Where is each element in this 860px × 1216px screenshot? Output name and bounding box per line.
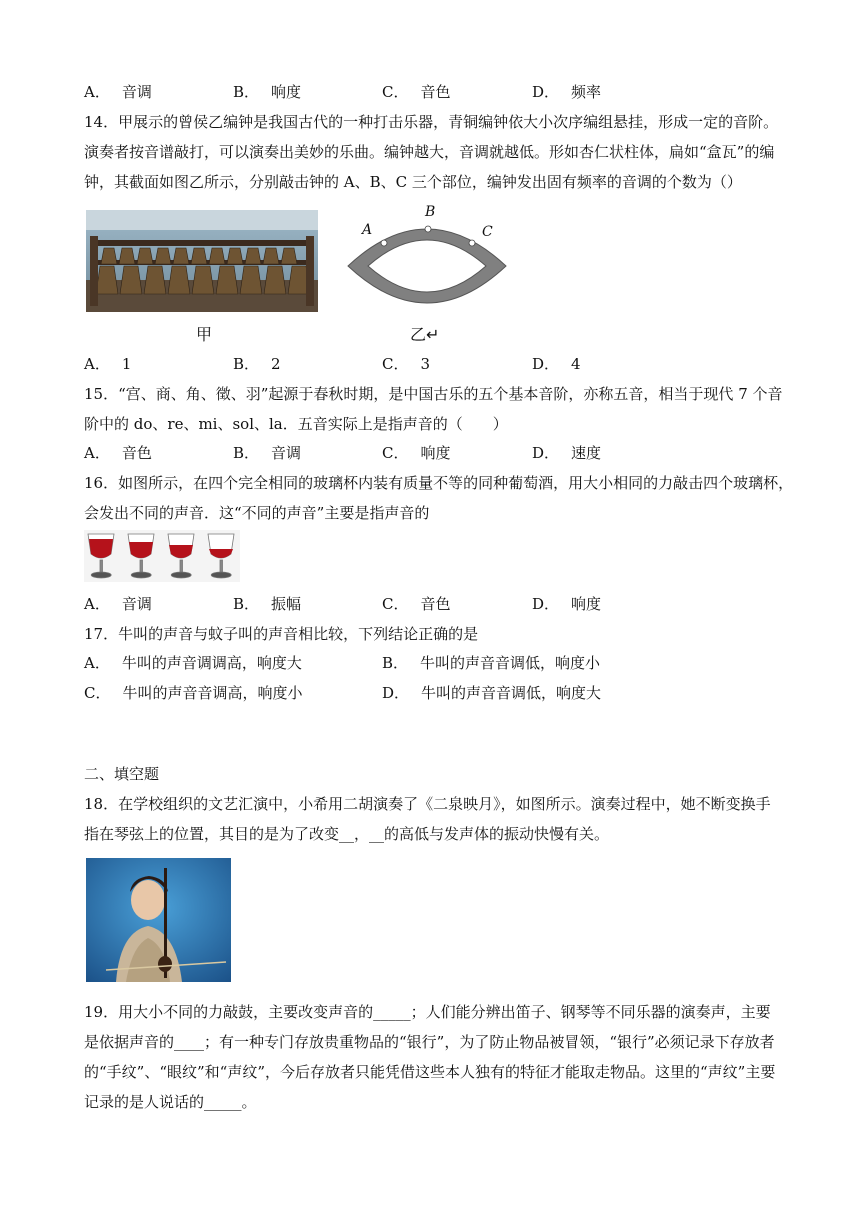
q16-option-d: D． 响度: [532, 595, 602, 613]
q14-stem-line-1: 14．甲展示的曾侯乙编钟是我国古代的一种打击乐器，青铜编钟依大小次序编组悬挂，形成一定的音阶。: [84, 113, 779, 131]
q15-option-a: A． 音色: [84, 444, 152, 462]
q16-option-c: C． 音色: [382, 595, 451, 613]
caption-yi: 乙↵: [410, 325, 440, 344]
point-label-a: A: [362, 222, 373, 238]
caption-jia: 甲: [196, 325, 213, 344]
q18-stem-line-2: 指在琴弦上的位置，其目的是为了改变__，__的高低与发声体的振动快慢有关。: [84, 825, 610, 843]
q18-stem-line-1: 18．在学校组织的文艺汇演中，小希用二胡演奏了《二泉映月》，如图所示。演奏过程中，她不断变换手: [84, 795, 771, 813]
q14-option-a: A． 1: [84, 355, 132, 373]
q16-option-a: A． 音调: [84, 595, 152, 613]
q13-option-a: A． 音调: [84, 83, 152, 101]
q15-option-b: B． 音调: [233, 444, 302, 462]
q19-stem-line-1: 19．用大小不同的力敲鼓，主要改变声音的_____；人们能分辨出笛子、钢琴等不同乐器的演奏声，主要: [84, 1003, 771, 1021]
q16-stem-line-1: 16．如图所示，在四个完全相同的玻璃杯内装有质量不等的同种葡萄酒，用大小相同的力敲击四个玻璃杯，: [84, 474, 794, 492]
q19-stem-line-3: 的“手纹”、“眼纹”和“声纹”，今后存放者只能凭借这些本人独有的特征才能取走物品。这里的“声纹”主要: [84, 1063, 776, 1081]
q16-option-b: B． 振幅: [233, 595, 302, 613]
q15-stem-line-1: 15．“宫、商、角、徵、羽”起源于春秋时期，是中国古乐的五个基本音阶，亦称五音，相当于现代 7 个音: [84, 385, 783, 403]
q14-stem-line-2: 演奏者按音谱敲打，可以演奏出美妙的乐曲。编钟越大，音调就越低。形如杏仁状柱体，扁如“盒瓦”的编: [84, 143, 775, 161]
section-title-fill-in: 二、填空题: [84, 765, 160, 783]
point-label-c: C: [482, 224, 493, 240]
q17-option-a: A． 牛叫的声音调调高，响度大: [84, 654, 302, 672]
q13-option-d: D． 频率: [532, 83, 602, 101]
q16-stem-line-2: 会发出不同的声音．这“不同的声音”主要是指声音的: [84, 504, 430, 522]
erhu-player-photo: [86, 858, 231, 982]
q17-option-d: D． 牛叫的声音音调低，响度大: [382, 684, 602, 702]
q19-stem-line-4: 记录的是人说话的_____。: [84, 1093, 257, 1111]
q19-stem-line-2: 是依据声音的____；有一种专门存放贵重物品的“银行”，为了防止物品被冒领，“银行”必须记录下存放者: [84, 1033, 775, 1051]
q17-option-c: C． 牛叫的声音音调高，响度小: [84, 684, 303, 702]
wine-glasses-image: [84, 530, 240, 582]
q15-option-d: D． 速度: [532, 444, 602, 462]
q14-option-c: C． 3: [382, 355, 431, 373]
bianzhong-photo: [86, 210, 318, 312]
point-label-b: B: [425, 204, 436, 220]
q13-option-c: C． 音色: [382, 83, 451, 101]
q13-option-b: B． 响度: [233, 83, 302, 101]
q14-option-d: D． 4: [532, 355, 581, 373]
q14-option-b: B． 2: [233, 355, 281, 373]
q14-stem-line-3: 钟，其截面如图乙所示，分别敲击钟的 A、B、C 三个部位，编钟发出固有频率的音调的个数为（）: [84, 173, 742, 191]
q17-option-b: B． 牛叫的声音音调低，响度小: [382, 654, 601, 672]
q15-stem-line-2: 阶中的 do、re、mi、sol、la．五音实际上是指声音的（ ）: [84, 415, 508, 433]
q17-stem: 17．牛叫的声音与蚊子叫的声音相比较，下列结论正确的是: [84, 625, 479, 643]
q15-option-c: C． 响度: [382, 444, 451, 462]
